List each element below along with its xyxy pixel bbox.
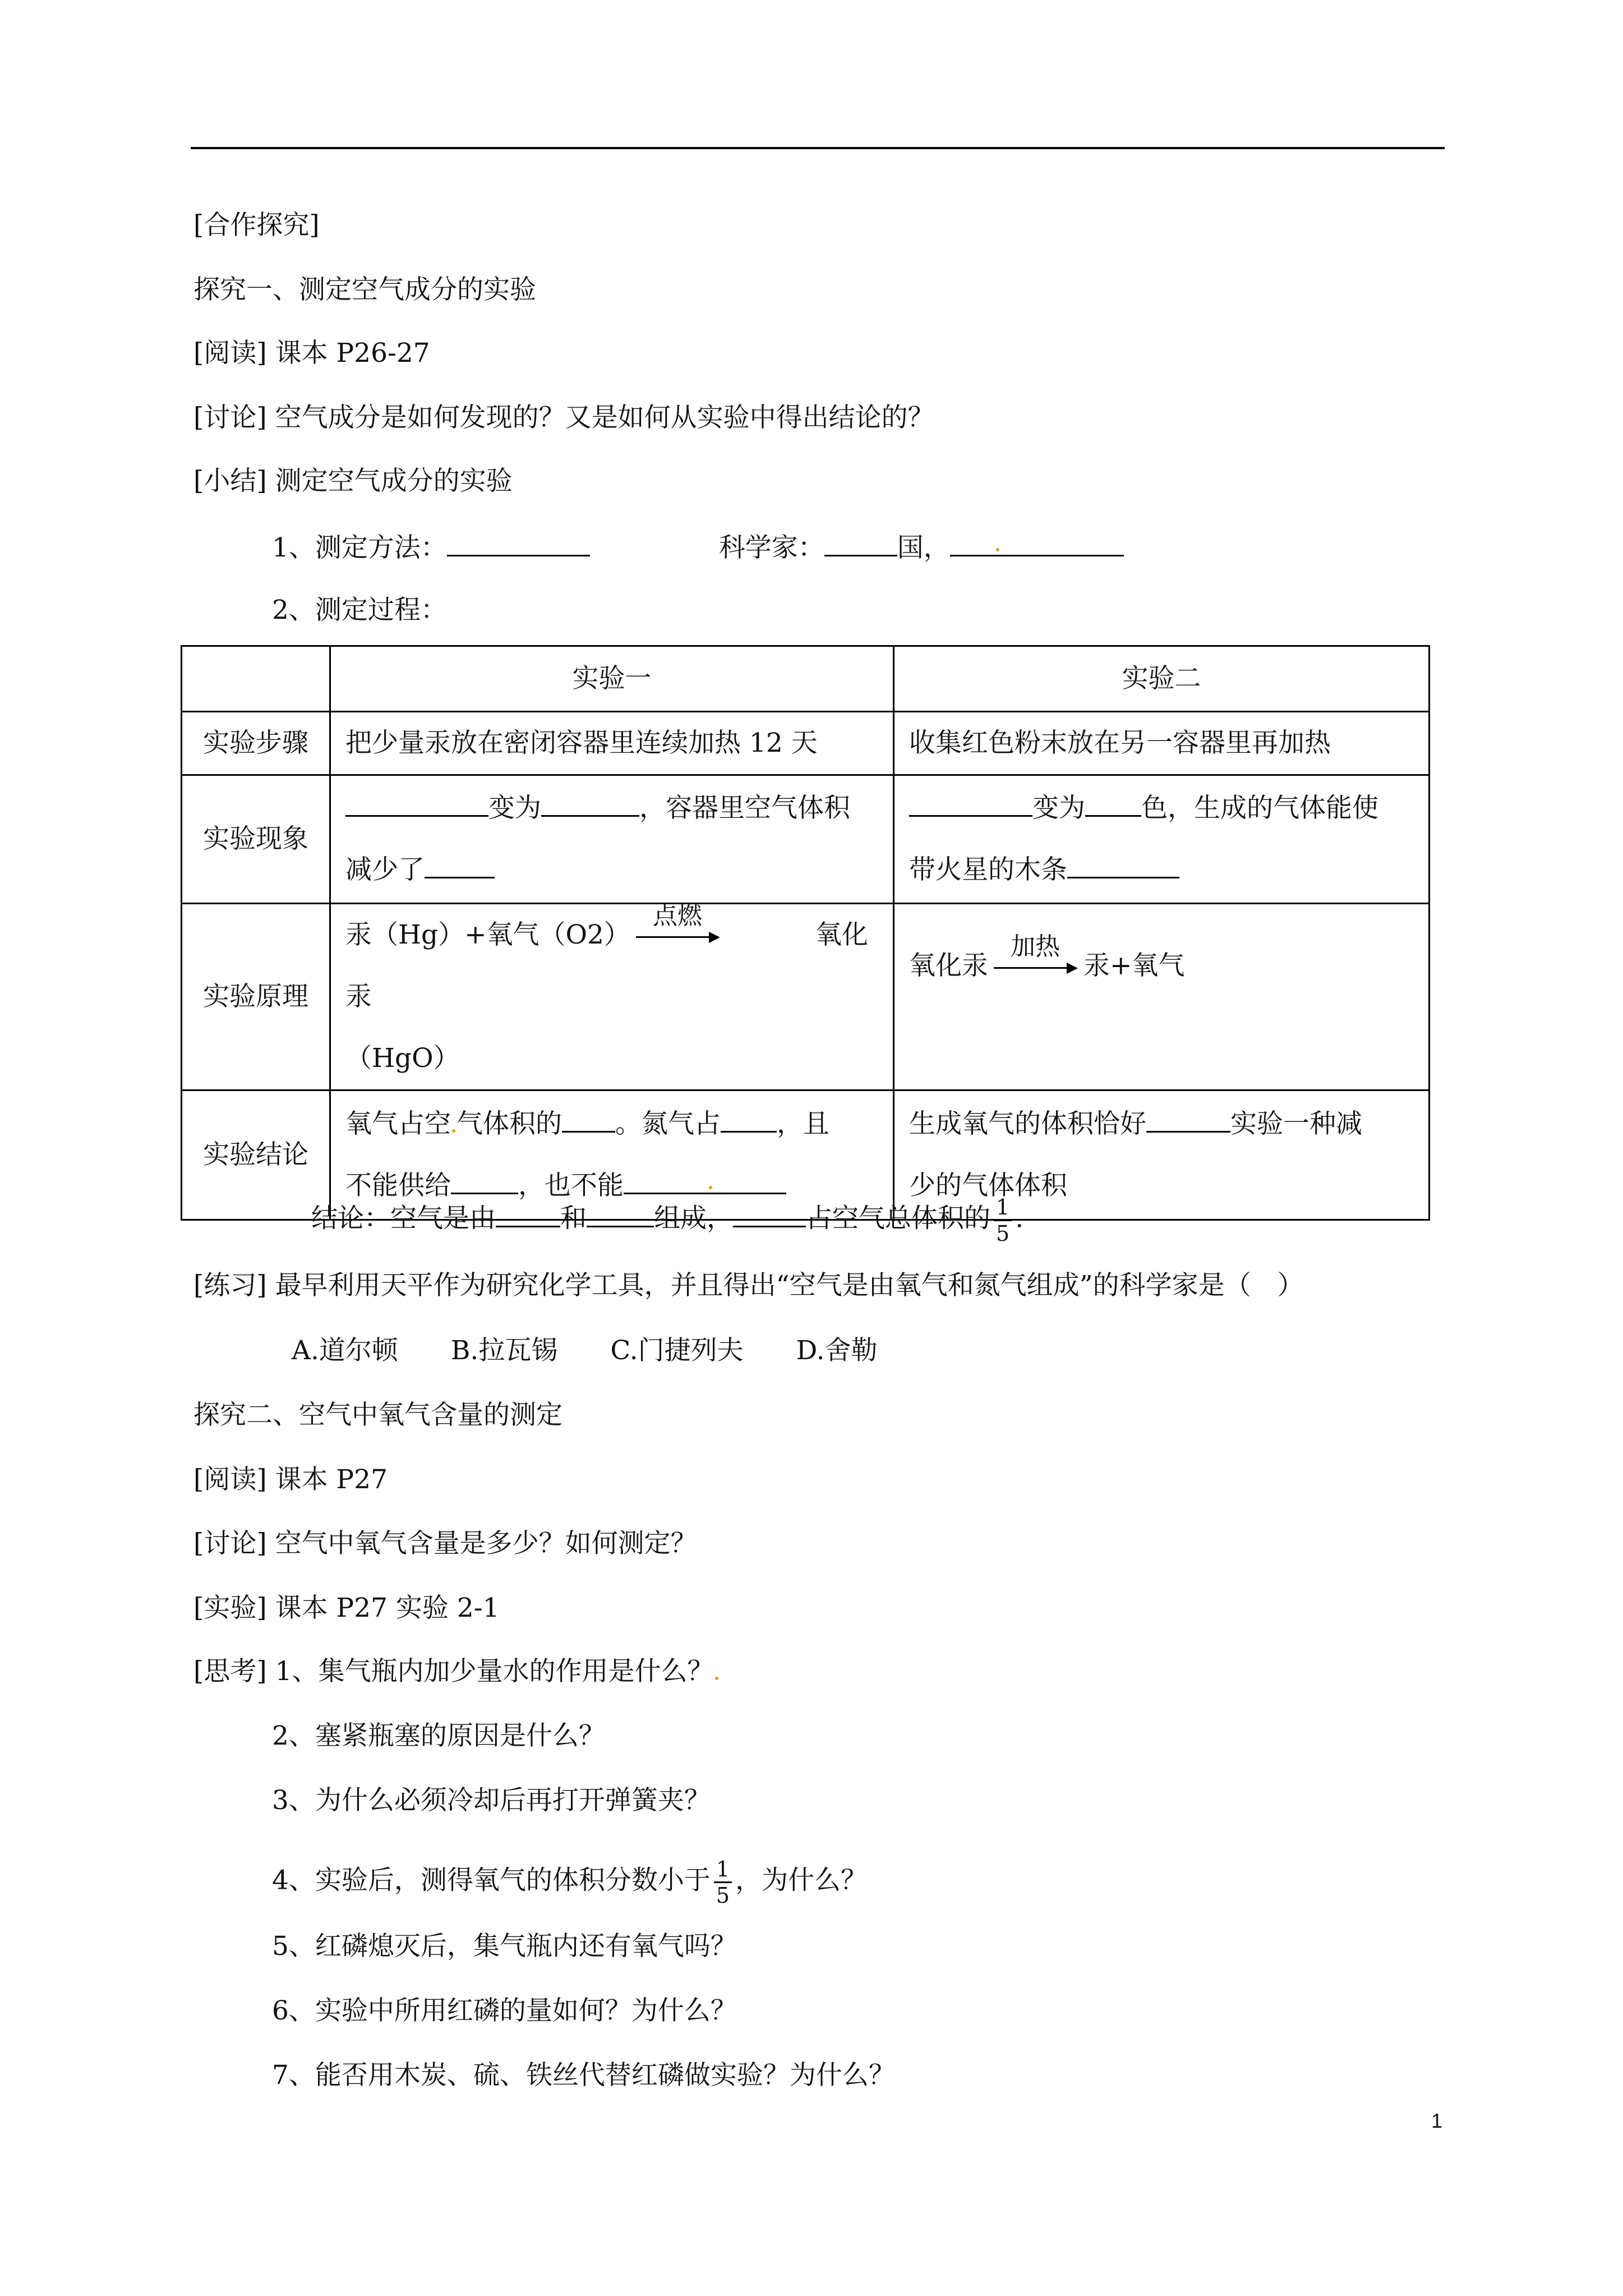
country-blank	[824, 530, 897, 556]
cell-text: 氧化汞	[345, 919, 868, 1012]
blank	[587, 1201, 654, 1227]
question-text: [思考] 1、集气瓶内加少量水的作用是什么？	[193, 1656, 714, 1687]
blank	[1067, 852, 1179, 878]
blank	[345, 790, 488, 817]
inquiry2-title: 探究二、空气中氧气含量的测定	[193, 1400, 562, 1430]
reaction-arrow-icon	[636, 901, 720, 945]
inquiry2-discuss: [讨论] 空气中氧气含量是多少？如何测定？	[193, 1528, 697, 1559]
question-text: ，为什么？	[735, 1865, 868, 1896]
fraction: $\frac{1}{5}$	[714, 1857, 732, 1908]
exercise-question: [练习] 最早利用天平作为研究化学工具，并且得出“空气是由氧气和氮气组成”的科学家是（ ）	[193, 1270, 1304, 1301]
table-row	[182, 775, 1430, 904]
row-header: 实验结论	[182, 1091, 330, 1220]
blank	[909, 790, 1032, 817]
inquiry1-read: [阅读] 课本 P26-27	[193, 338, 430, 369]
cell-text: 减少了	[345, 854, 425, 885]
cell-text: 不能供给	[345, 1170, 451, 1201]
think-question-6: 6、实验中所用红磷的量如何？为什么？	[272, 1995, 737, 2026]
cell-text: 实验一种减	[1230, 1108, 1362, 1139]
blank	[1146, 1106, 1230, 1133]
arrow-condition: 加热	[1011, 932, 1060, 961]
think-question-7: 7、能否用木炭、硫、铁丝代替红磷做实验？为什么？	[272, 2060, 895, 2091]
cell-text: ，且	[777, 1108, 829, 1139]
scientist-label: 科学家：	[718, 532, 824, 563]
experiment-table	[181, 645, 1430, 1221]
scientist-blank	[950, 530, 1124, 556]
table-corner	[182, 646, 330, 712]
method-line	[272, 530, 1124, 565]
cell	[330, 901, 894, 1091]
cell-text: 变为	[488, 793, 541, 823]
cell-text: 气体积的	[457, 1108, 562, 1139]
cell	[330, 775, 894, 904]
table-row	[182, 904, 1430, 1091]
blank	[1085, 790, 1141, 817]
conclusion-text: 占空气总体积的	[806, 1203, 990, 1234]
cell-text: 氧化汞	[909, 950, 988, 981]
cell	[894, 904, 1430, 1091]
country-suffix: 国，	[897, 532, 950, 563]
cell-text: 带火星的木条	[909, 854, 1067, 885]
blank	[624, 1168, 786, 1194]
conclusion-text: 结论：空气是由	[311, 1203, 496, 1234]
cell-text: （HgO）	[345, 1043, 460, 1074]
page-number: 1	[1431, 2109, 1443, 2132]
table-col1-header: 实验一	[330, 646, 894, 712]
process-label: 2、测定过程：	[272, 595, 447, 625]
conclusion-text: 和	[560, 1203, 587, 1234]
cell-text: 汞+氧气	[1083, 950, 1185, 981]
cell-text: ，容器里空气体积	[639, 793, 850, 823]
reaction-arrow-icon	[994, 932, 1078, 976]
marker-dot	[715, 1677, 718, 1680]
think-question-3: 3、为什么必须冷却后再打开弹簧夹？	[272, 1785, 711, 1816]
section-heading: [合作探究]	[193, 210, 320, 241]
blank	[451, 1168, 518, 1194]
cell	[894, 775, 1430, 904]
exercise-options: A.道尔顿 B.拉瓦锡 C.门捷列夫 D.舍勒	[292, 1335, 878, 1366]
inquiry2-experiment: [实验] 课本 P27 实验 2-1	[193, 1593, 500, 1623]
cell-text: 氧气占空	[345, 1108, 451, 1139]
method-label: 1、测定方法：	[272, 532, 447, 563]
arrow-condition: 点燃	[652, 901, 702, 930]
table-col2-header: 实验二	[894, 646, 1430, 712]
cell-text: 汞（Hg）+氧气（O2）	[345, 919, 630, 950]
table-row	[182, 712, 1430, 775]
method-blank	[447, 530, 590, 556]
row-header: 实验原理	[182, 904, 330, 1091]
inquiry1-summary: [小结] 测定空气成分的实验	[193, 466, 513, 496]
blank	[541, 790, 639, 817]
blank	[496, 1201, 560, 1227]
conclusion-text: 组成，	[654, 1203, 733, 1234]
conclusion-text: .	[1015, 1203, 1024, 1234]
inquiry2-read: [阅读] 课本 P27	[193, 1464, 388, 1495]
cell-text: 少的气体体积	[909, 1170, 1067, 1201]
question-text: 4、实验后，测得氧气的体积分数小于	[272, 1865, 711, 1896]
conclusion-line	[311, 1195, 1023, 1246]
row-header: 实验现象	[182, 775, 330, 904]
cell: 把少量汞放在密闭容器里连续加热 12 天	[330, 712, 894, 775]
marker-dot	[452, 1129, 455, 1133]
marker-dot	[996, 548, 999, 551]
cell-text: ，也不能	[518, 1170, 624, 1201]
cell-text: 变为	[1032, 793, 1085, 823]
blank	[562, 1106, 615, 1133]
row-header: 实验步骤	[182, 712, 330, 775]
cell-text: 色，生成的气体能使	[1141, 793, 1378, 823]
cell-text: 生成氧气的体积恰好	[909, 1108, 1146, 1139]
think-question-5: 5、红磷熄灭后，集气瓶内还有氧气吗？	[272, 1931, 737, 1962]
think-question-2: 2、塞紧瓶塞的原因是什么？	[272, 1720, 605, 1751]
fraction: $\frac{1}{5}$	[994, 1195, 1012, 1246]
blank	[425, 852, 495, 878]
header-rule	[191, 147, 1445, 149]
marker-dot	[709, 1186, 712, 1189]
inquiry1-discuss: [讨论] 空气成分是如何发现的？又是如何从实验中得出结论的？	[193, 402, 934, 433]
think-question-1	[193, 1655, 720, 1688]
cell: 收集红色粉末放在另一容器里再加热	[894, 712, 1430, 775]
cell-text: 。氮气占	[615, 1108, 721, 1139]
blank	[733, 1201, 806, 1227]
inquiry1-title: 探究一、测定空气成分的实验	[193, 274, 536, 305]
think-question-4	[272, 1857, 867, 1908]
blank	[721, 1106, 777, 1133]
